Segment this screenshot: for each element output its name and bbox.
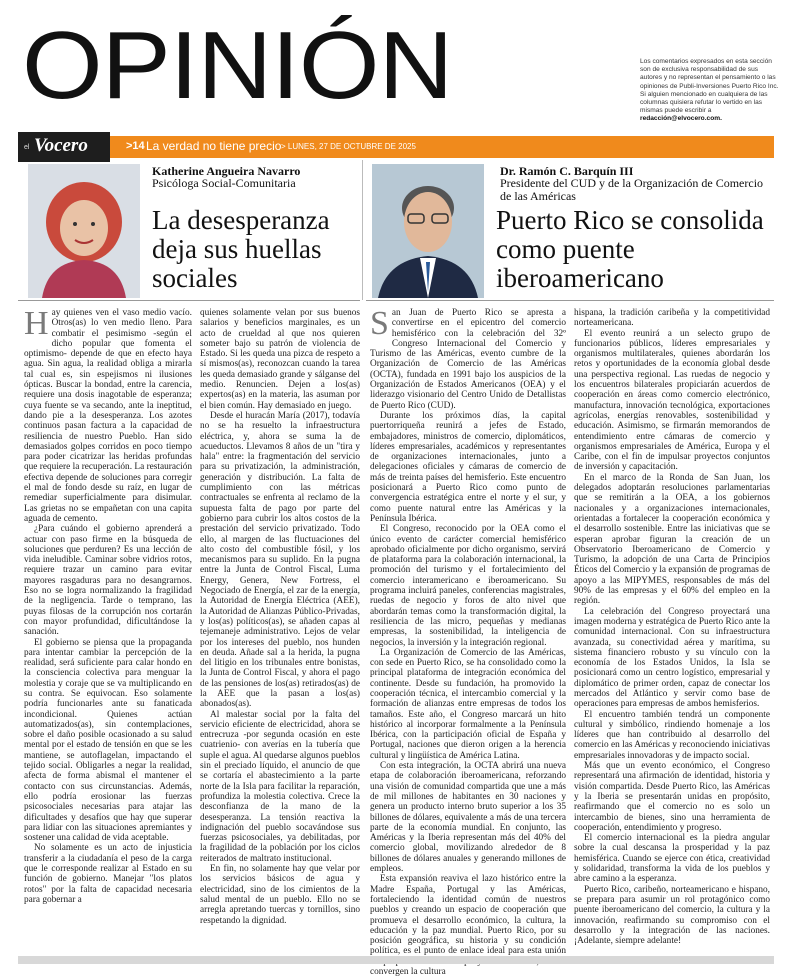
right-author-name: Dr. Ramón C. Barquín III — [500, 164, 634, 178]
paragraph: Puerto Rico, caribeño, norteamericano e hispano, se prepara para asumir un rol protagónico como puente iberoamericano del comercio, la cultura y la innovación, reafirmando su compromiso con el desarrollo y la integración de las naciones. ¡Adelante, siempre adelante! — [574, 884, 770, 947]
paragraph: El evento reunirá a un selecto grupo de funcionarios públicos, líderes empresariales y organismos multilaterales, quienes abordarán los retos y oportunidades de la economía global desde una perspectiva regional. Las ruedas de negocio y los encuentros bilaterales propiciarán acuerdos de cooperación en áreas como comercio electrónico, manufactura, innovación tecnológica, exportaciones agrícolas, energías renovables, sostenibilidad y educación. Asimismo, se firmarán memorandos de entendimiento entre cámaras de comercio y organismos empresariales de América, Europa y el Caribe, con el fin de impulsar proyectos conjuntos de inversión y capacitación. — [574, 328, 770, 473]
paragraph: Al malestar social por la falta del servicio eficiente de electricidad, ahora se entrecruza -por segunda ocasión en este cuatrienio- con averías en la tubería que suple el agua. Al quedarse algunos pueblos sin el preciado líquido, el anuncio de que se cortaría el abastecimiento a la parte norte de la Isla para facilitar la reparación, profundiza la molestia colectiva. Crece la desconfianza de la mano de la desesperanza. La tensión reactiva la indignación del pueblo socavándose sus fuerzas psicosociales, ya debilitadas, por la fragilidad de la población por los ciclos reiterados de maltrato institucional. — [200, 709, 360, 864]
page-number: >14 — [126, 140, 145, 152]
disclaimer-email[interactable]: redacción@elvocero.com. — [640, 115, 722, 123]
dropcap: H — [24, 305, 49, 342]
disclaimer-text: Los comentarios expresados en esta sección son de exclusiva responsabilidad de sus autores y no representan el pensamiento o las opiniones de Publi-Inversiones Puerto Rico Inc. Si alguien mencionado en cualquiera de las columnas quisiera refutar lo vertido en las mismas puede escribir a — [640, 58, 779, 115]
author-photo-right — [372, 164, 484, 298]
paragraph: Con esta integración, la OCTA abrirá una nueva etapa de colaboración iberoamericana, reforzando una visión de comunidad compartida que une a más de mil millones de habitantes en 30 naciones y genera un producto interno bruto superior a los 35 billones de dólares, equivalente a más de una tercera parte de la economía mundial. En conjunto, las Américas y la Iberia representan más del 40% del comercio global, movilizando alrededor de 8 billones de dólares anuales y generando millones de empleos. — [370, 761, 566, 875]
paragraph: quienes solamente velan por sus buenos salarios y beneficios marginales, es un acto de crueldad al que nos quieren someter bajo su patrón de violencia de Estado. Si les queda una pizca de respeto a sí mismos(as), reconozcan cuando la tarea les queda demasiado grande y sálganse del medio. Renuncien. Dejen a los(as) expertos(as) en la materia, las asuman por el bien común. Hay demasiado en juego. — [200, 308, 360, 411]
paragraph: ¿Para cuándo el gobierno aprenderá a actuar con paso firme en la búsqueda de soluciones que perduren? Es una lección de vida ineludible. Caminar sobre vidrios rotos, requiere trazar un camino para evitar mayores rasgaduras para no desangrarnos. Eso no se logra normalizando la fragilidad de la negligencia. Tarde o temprano, las puyas filosas de la corrupción nos cortarán con mayor profundidad, dificultándose la sanación. — [24, 524, 192, 638]
dropcap: S — [370, 305, 389, 342]
issue-date: > LUNES, 27 DE OCTUBRE DE 2025 — [281, 142, 416, 151]
paragraph: La Organización de Comercio de las Américas, con sede en Puerto Rico, se ha consolidado como la principal plataforma de integración económica del continente. Desde su fundación, ha promovido la cooperación técnica, el intercambio comercial y la formación de alianzas entre empresas de todos los tamaños. Este año, el Congreso marcará un hito histórico al incorporar formalmente a la Península Ibérica, con la participación oficial de España y Portugal, naciones que dieron origen a la herencia cultural y lingüística de América Latina. — [370, 647, 566, 761]
right-rule — [366, 300, 774, 301]
slogan: La verdad no tiene precio — [146, 139, 282, 153]
header-band — [18, 136, 774, 158]
footer-bar — [18, 956, 774, 964]
left-article-column-1 — [24, 305, 192, 956]
left-rule — [18, 300, 360, 301]
paragraph: Desde el huracán María (2017), todavía no se ha resuelto la infraestructura eléctrica, y, ahora se suma la de acueductos. Llevamos 8 años de un "tira y hala" entre: la fragmentación del servicio para su privatización, la administración, generación y distribución. La falta de cumplimiento con las métricas contractuales se enfrenta al reclamo de la supuesta falta de pago por parte del gobierno para cubrir los altos costos de la prestación del servicio privatizado. Todo ello, al margen de las fluctuaciones del alto costo del combustible fósil, y los mecanismos para su suplido. En la pugna entre la Junta de Control Fiscal, Luma Energy, Genera, New Fortress, el Negociado de Energía, el zar de la energía, la Autoridad de Energía Eléctrica (AEE), la Autoridad de Alianzas Público-Privadas, y los(as) políticos(as), se añaden capas al tejemaneje administrativo. Lejos de velar por los intereses del pueblo, nos hunden en deuda. Añade sal a la herida, la pugna del litigio en los tribunales entre bonistas, la Junta de Control Fiscal, y ahora el pago de las pensiones de los(as) retirados(as) de la AEE que la pasan a los(as) abonados(as). — [200, 410, 360, 710]
left-author-name: Katherine Angueira Navarro — [152, 164, 301, 178]
paragraph: Durante los próximos días, la capital puertorriqueña reunirá a jefes de Estado, embajadores, ministros de comercio, diplomáticos, líderes empresariales, académicos y representantes de organizaciones internacionales, junto a delegaciones oficiales y cámaras de comercio de más de treinta países del hemisferio. Este encuentro posicionará a Puerto Rico como punto de convergencia estratégica entre el norte y el sur, y como puente natural entre las Américas y la Península Ibérica. — [370, 410, 566, 524]
right-author-role: Presidente del CUD y de la Organización de Comercio de las Américas — [500, 176, 764, 203]
right-headline: Puerto Rico se consolida como puente iberoamericano — [496, 205, 764, 293]
paragraph: El gobierno se piensa que la propaganda para intentar cambiar la percepción de la realidad, será suficiente para calar hondo en la consciencia colectiva para menguar la molestia y coraje que se va multiplicando en su contra. Se equivocan. Eso solamente podría funcionarles ante su fanaticada incondicional. Quienes actúan automatizados(as), sin contemplaciones, sobre el daño posible ocasionado a su salud mental por el estado de tensión en que se les mantiene, se autoflagelan, impactando el tejido social. Obligarles a negar la realidad, afecta de forma abismal el mantener el contacto con sus circunstancias. Además, ello podría erosionar las fuerzas psicosociales necesarias para atajar las dificultades y desafíos que hay que superar para lidiar con las situaciones apremiantes y sostener una calidad de vida aceptable. — [24, 637, 192, 844]
column-divider — [362, 160, 363, 300]
paragraph: En el marco de la Ronda de San Juan, los delegados adoptarán resoluciones parlamentarias que se remitirán a la OEA, a los gobiernos nacionales y a organizaciones internacionales, orientadas a fortalecer la cooperación económica y el desarrollo sostenible. Entre las iniciativas que se esperan aprobar figuran la creación de un Observatorio Iberoamericano de Comercio y Turismo, la adopción de una Carta de Principios Éticos del Comercio y la expansión de programas de apoyo a las MIPYMES, responsables de más del 90% de las empresas y el 60% del empleo en la región. — [574, 472, 770, 607]
right-article-column-1 — [370, 305, 566, 977]
right-article-column-2 — [574, 308, 770, 956]
paragraph: El encuentro también tendrá un componente cultural y simbólico, rindiendo homenaje a los líderes que han contribuido al desarrollo del comercio en las Américas y reconociendo iniciativas empresariales innovadoras y de impacto social. — [574, 709, 770, 761]
logo-name: Vocero — [34, 135, 88, 156]
paragraph: San Juan de Puerto Rico se apresta a convertirse en el epicentro del comercio hemisférico con la celebración del 32º Congreso Internacional del Comercio y Turismo de las Américas, evento cumbre de la Organización de Comercio de las Américas (OCTA), fundada en 1991 bajo los auspicios de la Organización de Estados Americanos (OEA) y el liderazgo visionario del Centro Unido de Detallistas de Puerto Rico (CUD). — [370, 305, 566, 411]
author-portrait-icon — [372, 164, 484, 298]
left-headline: La desesperanza deja sus huellas sociales — [152, 205, 330, 293]
newspaper-logo[interactable] — [18, 132, 110, 162]
paragraph: El comercio internacional es la piedra angular sobre la cual descansa la prosperidad y la paz hemisférica. Cuando se ejerce con ética, creatividad y solidaridad, transforma la vida de los pueblos y abre camino a la esperanza. — [574, 833, 770, 885]
paragraph: Hay quienes ven el vaso medio vacío. Otros(as) lo ven medio lleno. Para combatir el pesimismo -según el dicho popular que fomenta el optimismo- depende de que en efecto haya agua. Sin agua, la realidad obliga a mirarla tal cual es, sin espejismos ni ilusiones ópticas. Buscar la bondad, entre la carencia, requiere una dosis inagotable de esperanza; cuya fuente se va secando, ante la ineptitud, dando pie a la desesperanza. Los azotes continuos pasan factura a la capacidad de resiliencia de nuestro Pueblo. Han sido demasiados golpes corridos en poco tiempo para poder cicatrizar las heridas profundas que requiere la recuperación. La restauración efectiva depende de soluciones para corregir el mal de fondo desde su raíz, en lugar de remediar superficialmente para disimular. Las grietas no se empañetan con una capita aguada de cemento. — [24, 305, 192, 524]
left-author-role: Psicóloga Social-Comunitaria — [152, 176, 296, 190]
paragraph: El Congreso, reconocido por la OEA como el único evento de carácter comercial hemisférico aprobado oficialmente por dicho organismo, servirá de plataforma para la colaboración internacional, la promoción del turismo y el fortalecimiento del comercio interamericano e iberoamericano. Su programa incluirá paneles, conferencias magistrales, ruedas de negocio y foros de alto nivel que abordarán temas como la transformación digital, la resiliencia de las micro, pequeñas y medianas empresas, la sostenibilidad, la inteligencia de negocios, la inversión y la integración regional. — [370, 524, 566, 648]
masthead — [0, 0, 792, 136]
author-photo-left — [28, 164, 140, 298]
section-title: OPINIÓN — [22, 12, 453, 119]
author-portrait-icon — [28, 164, 140, 298]
paragraph: Más que un evento económico, el Congreso representará una afirmación de identidad, historia y visión compartida. Desde Puerto Rico, las Américas y la Iberia se presentarán unidas en propósito, reafirmando que el comercio no es solo un intercambio de bienes, sino una herramienta de cooperación, entendimiento y progreso. — [574, 761, 770, 833]
logo-prefix: el — [24, 144, 30, 151]
paragraph: hispana, la tradición caribeña y la competitividad norteamericana. — [574, 308, 770, 329]
disclaimer — [640, 58, 780, 124]
paragraph: La celebración del Congreso proyectará una imagen moderna y estratégica de Puerto Rico ante la comunidad internacional. Con su infraestructura avanzada, su conectividad aérea y marítima, su sistema financiero robusto y su vínculo con la economía de los Estados Unidos, la Isla se posicionará como un centro logístico, empresarial y diplomático de primer orden, capaz de conectar los mercados del Atlántico y servir como base de operaciones para empresas de ambos hemisferios. — [574, 606, 770, 710]
paragraph: No solamente es un acto de injusticia transferir a la ciudadanía el peso de la carga que le corresponde realizar al Estado en su función de gobierno. Manejar "los platos rotos" por la falta de capacidad necesaria para gobernar a — [24, 843, 192, 905]
paragraph: Esta expansión reaviva el lazo histórico entre la Madre España, Portugal y las Américas, fortaleciendo la identidad común de nuestros pueblos y creando un espacio de cooperación que promueva el desarrollo económico, la cultura, la educación y la paz mundial. Puerto Rico, por su posición geográfica, su historia y su condición política, es el punto de enlace ideal para esta unión convergen la cultura — [370, 874, 566, 977]
paragraph: En fin, no solamente hay que velar por los servicios básicos de agua y electricidad, sino de los cimientos de la salud mental de un pueblo. Ello no se arregla apretando tuercas y tornillos, sino respetando la dignidad. — [200, 864, 360, 926]
left-article-column-2 — [200, 308, 360, 956]
